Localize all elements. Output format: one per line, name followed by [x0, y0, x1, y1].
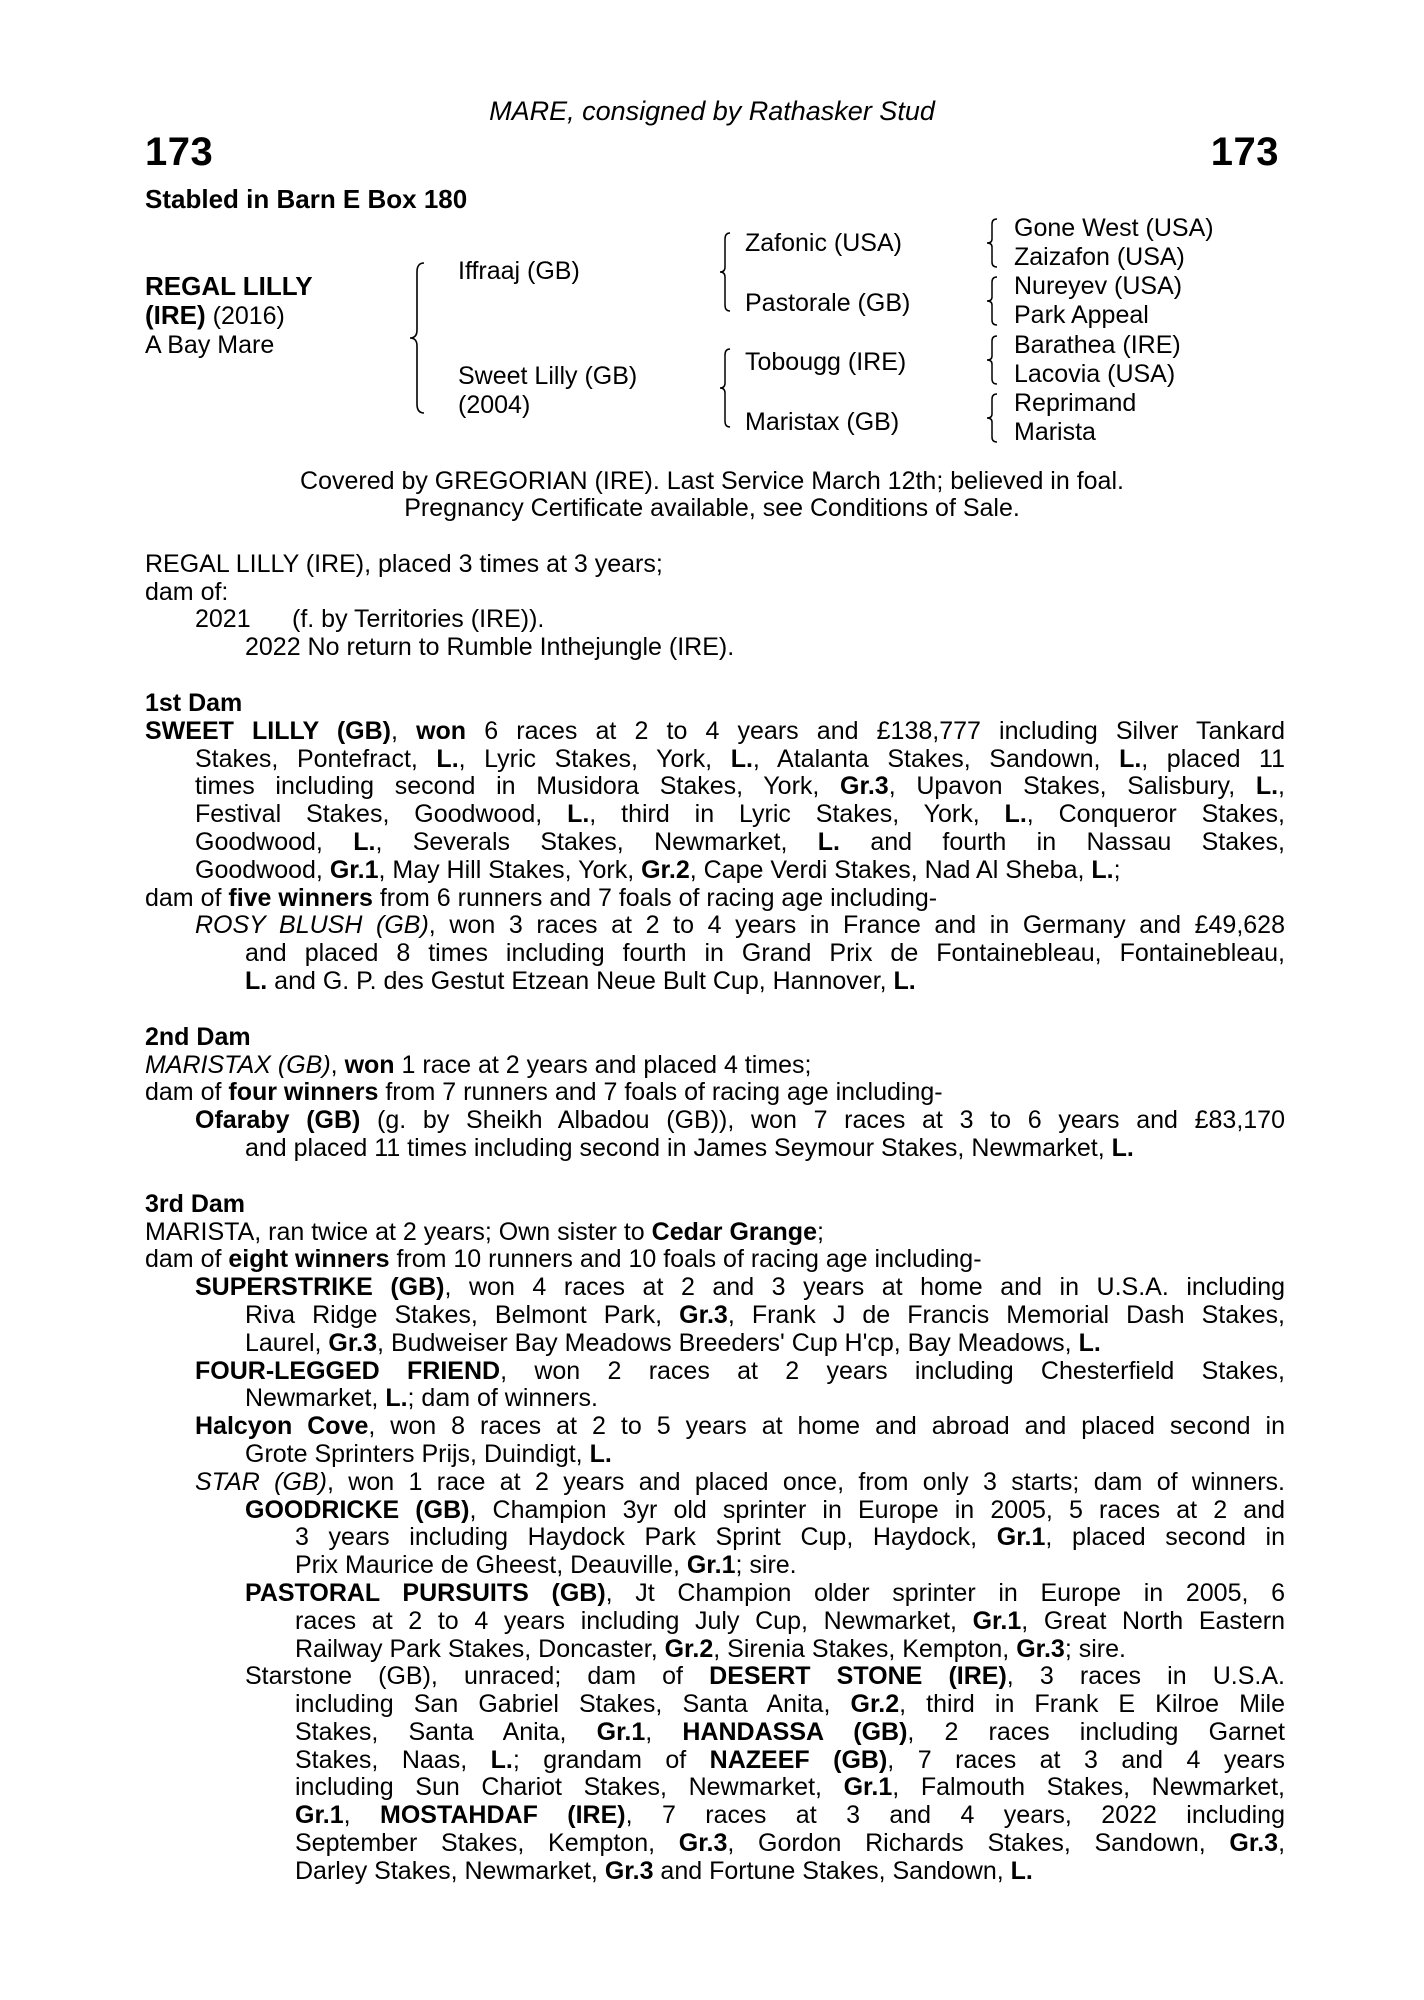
- g3-ancestor: Park Appeal: [1014, 301, 1149, 329]
- pedigree-text-line: [145, 1469, 1285, 1497]
- covering-statement: Covered by GREGORIAN (IRE). Last Service March 12th; believed in foal.: [300, 467, 1124, 495]
- produce-2022: 2022 No return to Rumble Inthejungle (IRE).: [245, 633, 735, 661]
- bold-run: Gr.2: [850, 1690, 900, 1719]
- sire-sire-name: Zafonic (USA): [745, 229, 902, 257]
- text-run: , Sirenia Stakes, Kempton,: [713, 1634, 1017, 1663]
- text-run: times including second in Musidora Stakes, York,: [195, 772, 841, 801]
- pedigree-text-line: [145, 1691, 1285, 1719]
- lot-number-right: 173: [1210, 130, 1279, 174]
- bold-run: SWEET LILLY (GB): [145, 716, 391, 745]
- text-run: , Atalanta Stakes, Sandown,: [752, 744, 1120, 773]
- pedigree-text-line: [145, 1830, 1285, 1858]
- bold-run: Gr.1: [972, 1606, 1022, 1635]
- text-run: , Upavon Stakes, Salisbury,: [888, 772, 1256, 801]
- text-run: MARISTA, ran twice at 2 years; Own sister to: [145, 1217, 652, 1246]
- text-run: Goodwood,: [195, 855, 330, 884]
- bold-run: Gr.3: [840, 772, 889, 801]
- text-run: ,: [645, 1717, 683, 1746]
- text-run: dam of: [145, 1245, 229, 1274]
- bold-run: Gr.2: [664, 1634, 714, 1663]
- text-run: , Gordon Richards Stakes, Sandown,: [727, 1829, 1230, 1858]
- bold-run: L.: [490, 1745, 513, 1774]
- produce-record-summary: REGAL LILLY (IRE), placed 3 times at 3 years;: [145, 550, 663, 578]
- text-run: 3 years including Haydock Park Sprint Cup, Haydock,: [295, 1523, 997, 1552]
- pedigree-text-line: [145, 1246, 1285, 1274]
- bold-run: L.: [1119, 744, 1142, 773]
- pedigree-brace-g3-4: [985, 393, 999, 443]
- text-run: and placed 8 times including fourth in Grand Prix de Fontainebleau, Fontainebleau,: [245, 939, 1285, 968]
- pedigree-text-line: [145, 1524, 1285, 1552]
- pedigree-text-line: [145, 1636, 1285, 1664]
- text-run: Festival Stakes, Goodwood,: [195, 800, 568, 829]
- pedigree-text-line: [145, 940, 1285, 968]
- bold-run: L.: [1010, 1856, 1033, 1885]
- dam-dam-name: Maristax (GB): [745, 408, 900, 436]
- bold-run: Gr.1: [843, 1773, 893, 1802]
- g3-ancestor: Nureyev (USA): [1014, 272, 1183, 300]
- pedigree-text-line: [145, 1552, 1285, 1580]
- lot-number-left: 173: [145, 130, 214, 174]
- dam-section: [145, 1024, 1285, 1163]
- dam-section: [145, 1191, 1285, 1886]
- text-run: , Conqueror Stakes,: [1026, 800, 1286, 829]
- dam-year: (2004): [458, 391, 531, 419]
- text-run: , Great North Eastern: [1021, 1606, 1285, 1635]
- text-run: dam of: [145, 1078, 229, 1107]
- text-run: , Severals Stakes, Newmarket,: [375, 827, 818, 856]
- text-run: Prix Maurice de Gheest, Deauville,: [295, 1551, 687, 1580]
- bold-run: L.: [245, 966, 268, 995]
- pedigree-text-line: [145, 1052, 1285, 1080]
- text-run: , third in Frank E Kilroe Mile: [899, 1690, 1286, 1719]
- stabling-info: Stabled in Barn E Box 180: [145, 184, 468, 214]
- bold-run: L.: [1111, 1133, 1134, 1162]
- pedigree-brace-large: [408, 262, 428, 414]
- pedigree-text-line: [145, 912, 1285, 940]
- bold-run: Gr.1: [996, 1523, 1046, 1552]
- section-heading: 1st Dam: [145, 689, 243, 717]
- dam-section: [145, 690, 1285, 996]
- bold-run: L.: [385, 1384, 408, 1413]
- bold-run: MOSTAHDAF (IRE): [380, 1801, 626, 1830]
- consignment-line: MARE, consigned by Rathasker Stud: [489, 96, 935, 126]
- text-run: and fourth in Nassau Stakes,: [840, 827, 1285, 856]
- bold-run: SUPERSTRIKE (GB): [195, 1273, 445, 1302]
- pedigree-text-line: [145, 1330, 1285, 1358]
- text-run: (g. by Sheikh Albadou (GB)), won 7 races at 3 to 6 years and £83,170: [360, 1106, 1285, 1135]
- pedigree-text-line: [145, 1107, 1285, 1135]
- bold-run: Cedar Grange: [651, 1217, 817, 1246]
- italic-run: MARISTAX (GB): [145, 1050, 331, 1079]
- pedigree-brace-sire: [718, 232, 732, 312]
- bold-run: Gr.3: [604, 1856, 654, 1885]
- pedigree-text-line: [145, 1358, 1285, 1386]
- produce-dam-of-label: dam of:: [145, 578, 229, 606]
- pedigree-brace-dam: [718, 348, 732, 428]
- horse-year: (2016): [205, 302, 285, 330]
- bold-run: FOUR-LEGGED FRIEND: [195, 1356, 501, 1385]
- bold-run: L.: [1004, 800, 1027, 829]
- sire-dam-name: Pastorale (GB): [745, 289, 911, 317]
- bold-run: won: [416, 716, 467, 745]
- pedigree-text-line: [145, 1302, 1285, 1330]
- horse-country: (IRE): [145, 300, 206, 330]
- pedigree-text-line: [145, 1079, 1285, 1107]
- pedigree-text-line: [145, 1580, 1285, 1608]
- text-run: ,: [343, 1801, 381, 1830]
- section-heading: 2nd Dam: [145, 1022, 251, 1051]
- text-run: ;: [816, 1217, 824, 1246]
- dam-sire-name: Tobougg (IRE): [745, 348, 907, 376]
- pedigree-text-line: [145, 885, 1285, 913]
- text-run: ,: [1278, 772, 1285, 801]
- pedigree-text-line: [145, 801, 1285, 829]
- bold-run: DESERT STONE (IRE): [709, 1662, 1007, 1691]
- text-run: September Stakes, Kempton,: [295, 1829, 679, 1858]
- horse-name: REGAL LILLY: [145, 271, 313, 301]
- produce-2021-detail: (f. by Territories (IRE)).: [292, 605, 545, 633]
- pedigree-text-line: [145, 1858, 1285, 1886]
- text-run: Starstone (GB), unraced; dam of: [245, 1662, 710, 1691]
- text-run: , won 1 race at 2 years and placed once, from only 3 starts; dam of winners.: [326, 1467, 1285, 1496]
- bold-run: Gr.3: [328, 1328, 378, 1357]
- text-run: ,: [391, 716, 417, 745]
- text-run: , Cape Verdi Stakes, Nad Al Sheba,: [689, 855, 1092, 884]
- pedigree-text-line: [145, 968, 1285, 996]
- text-run: Laurel,: [245, 1328, 329, 1357]
- text-run: , May Hill Stakes, York,: [378, 855, 642, 884]
- text-run: races at 2 to 4 years including July Cup, Newmarket,: [295, 1606, 973, 1635]
- bold-run: Halcyon Cove: [195, 1412, 369, 1441]
- dam-name: Sweet Lilly (GB): [458, 362, 638, 390]
- pedigree-text-line: [145, 1663, 1285, 1691]
- text-run: , Champion 3yr old sprinter in Europe in 2005, 5 races at 2 and: [469, 1495, 1285, 1524]
- bold-run: L.: [1091, 855, 1114, 884]
- text-run: , won 4 races at 2 and 3 years at home and in U.S.A. including: [444, 1273, 1285, 1302]
- pedigree-text-line: [145, 1274, 1285, 1302]
- pedigree-text-line: [145, 829, 1285, 857]
- family-sections: [145, 690, 1285, 1886]
- pedigree-text-line: [145, 1441, 1285, 1469]
- bold-run: four winners: [228, 1078, 379, 1107]
- text-run: , placed 11: [1141, 744, 1286, 773]
- text-run: , Falmouth Stakes, Newmarket,: [892, 1773, 1285, 1802]
- g3-ancestor: Barathea (IRE): [1014, 331, 1181, 359]
- text-run: , 2 races including Garnet: [907, 1717, 1285, 1746]
- bold-run: L.: [567, 800, 590, 829]
- bold-run: L.: [353, 827, 376, 856]
- text-run: ; dam of winners.: [407, 1384, 598, 1413]
- produce-2021-year: 2021: [195, 605, 251, 633]
- pedigree-text-line: [145, 1135, 1285, 1163]
- text-run: , won 2 races at 2 years including Chesterfield Stakes,: [500, 1356, 1285, 1385]
- text-run: , Budweiser Bay Meadows Breeders' Cup H'cp, Bay Meadows,: [377, 1328, 1079, 1357]
- text-run: , 3 races in U.S.A.: [1006, 1662, 1285, 1691]
- g3-ancestor: Zaizafon (USA): [1014, 243, 1185, 271]
- text-run: , Jt Champion older sprinter in Europe in 2005, 6: [605, 1578, 1286, 1607]
- text-run: ; grandam of: [512, 1745, 710, 1774]
- pedigree-text-line: [145, 857, 1285, 885]
- italic-run: STAR (GB): [195, 1467, 327, 1496]
- bold-run: PASTORAL PURSUITS (GB): [245, 1578, 606, 1607]
- text-run: dam of: [145, 883, 229, 912]
- bold-run: L.: [436, 744, 459, 773]
- text-run: ,: [1278, 1829, 1286, 1858]
- text-run: from 6 runners and 7 foals of racing age including-: [372, 883, 938, 912]
- pedigree-text-line: [145, 718, 1285, 746]
- pedigree-brace-g3-3: [985, 335, 999, 385]
- text-run: including San Gabriel Stakes, Santa Anita,: [295, 1690, 851, 1719]
- pedigree-text-line: [145, 1219, 1285, 1247]
- bold-run: Gr.3: [1016, 1634, 1065, 1663]
- bold-run: L.: [1078, 1328, 1101, 1357]
- text-run: and Fortune Stakes, Sandown,: [653, 1856, 1011, 1885]
- text-run: Stakes, Pontefract,: [195, 744, 437, 773]
- text-run: Newmarket,: [245, 1384, 386, 1413]
- text-run: ; sire.: [1064, 1634, 1126, 1663]
- pedigree-text-line: [145, 1802, 1285, 1830]
- pedigree-text-line: [145, 1608, 1285, 1636]
- text-run: and G. P. des Gestut Etzean Neue Bult Cup, Hannover,: [267, 966, 894, 995]
- section-spacer: [145, 996, 1285, 1024]
- horse-identity: [145, 272, 313, 360]
- bold-run: Gr.1: [295, 1801, 344, 1830]
- bold-run: Gr.1: [329, 855, 379, 884]
- bold-run: Gr.1: [686, 1551, 736, 1580]
- bold-run: L.: [589, 1439, 612, 1468]
- bold-run: HANDASSA (GB): [682, 1717, 908, 1746]
- bold-run: Gr.3: [1229, 1829, 1279, 1858]
- bold-run: five winners: [228, 883, 373, 912]
- bold-run: L.: [730, 744, 753, 773]
- text-run: , Frank J de Francis Memorial Dash Stakes,: [727, 1300, 1285, 1329]
- bold-run: NAZEEF (GB): [709, 1745, 888, 1774]
- section-heading: 3rd Dam: [145, 1189, 246, 1218]
- italic-run: ROSY BLUSH (GB): [195, 911, 429, 940]
- bold-run: eight winners: [228, 1245, 390, 1274]
- text-run: 1 race at 2 years and placed 4 times;: [394, 1050, 812, 1079]
- bold-run: Gr.3: [678, 1829, 728, 1858]
- text-run: 6 races at 2 to 4 years and £138,777 including Silver Tankard: [466, 716, 1285, 745]
- text-run: , won 8 races at 2 to 5 years at home and abroad and placed second in: [368, 1412, 1285, 1441]
- g3-ancestor: Lacovia (USA): [1014, 360, 1176, 388]
- bold-run: L.: [1255, 772, 1279, 801]
- g3-ancestor: Reprimand: [1014, 389, 1137, 417]
- pedigree-text-line: [145, 1385, 1285, 1413]
- text-run: ;: [1113, 855, 1121, 884]
- bold-run: L.: [893, 966, 916, 995]
- text-run: Railway Park Stakes, Doncaster,: [295, 1634, 665, 1663]
- pedigree-text-line: [145, 1774, 1285, 1802]
- bold-run: Gr.2: [641, 855, 690, 884]
- pedigree-text-line: [145, 1497, 1285, 1525]
- g3-ancestor: Gone West (USA): [1014, 214, 1214, 242]
- bold-run: Gr.1: [596, 1717, 646, 1746]
- pedigree-text-line: [145, 746, 1285, 774]
- bold-run: L.: [817, 827, 840, 856]
- text-run: , third in Lyric Stakes, York,: [589, 800, 1005, 829]
- text-run: Grote Sprinters Prijs, Duindigt,: [245, 1439, 590, 1468]
- sire-name: Iffraaj (GB): [458, 257, 580, 285]
- section-spacer: [145, 1163, 1285, 1191]
- text-run: from 7 runners and 7 foals of racing age including-: [378, 1078, 943, 1107]
- text-run: , won 3 races at 2 to 4 years in France and in Germany and £49,628: [428, 911, 1285, 940]
- text-run: Darley Stakes, Newmarket,: [295, 1856, 605, 1885]
- g3-ancestor: Marista: [1014, 418, 1096, 446]
- bold-run: GOODRICKE (GB): [245, 1495, 470, 1524]
- text-run: Stakes, Santa Anita,: [295, 1717, 597, 1746]
- text-run: ,: [330, 1050, 345, 1079]
- text-run: Riva Ridge Stakes, Belmont Park,: [245, 1300, 680, 1329]
- pedigree-text-line: [145, 1747, 1285, 1775]
- bold-run: won: [344, 1050, 395, 1079]
- bold-run: Ofaraby (GB): [195, 1106, 361, 1135]
- text-run: ; sire.: [735, 1551, 797, 1580]
- text-run: , placed second in: [1045, 1523, 1286, 1552]
- text-run: , 7 races at 3 and 4 years: [887, 1745, 1285, 1774]
- pedigree-brace-g3-2: [985, 276, 999, 326]
- text-run: from 10 runners and 10 foals of racing age including-: [389, 1245, 982, 1274]
- bold-run: Gr.3: [679, 1300, 728, 1329]
- text-run: , 7 races at 3 and 4 years, 2022 including: [625, 1801, 1285, 1830]
- text-run: , Lyric Stakes, York,: [458, 744, 731, 773]
- pedigree-text-line: [145, 773, 1285, 801]
- pedigree-text-line: [145, 1719, 1285, 1747]
- pedigree-brace-g3-1: [985, 218, 999, 268]
- text-run: including Sun Chariot Stakes, Newmarket,: [295, 1773, 844, 1802]
- text-run: Stakes, Naas,: [295, 1745, 491, 1774]
- pedigree-text-line: [145, 1413, 1285, 1441]
- text-run: Goodwood,: [195, 827, 354, 856]
- horse-description: A Bay Mare: [145, 331, 275, 359]
- text-run: and placed 11 times including second in James Seymour Stakes, Newmarket,: [245, 1133, 1112, 1162]
- pregnancy-certificate-note: Pregnancy Certificate available, see Conditions of Sale.: [404, 494, 1020, 522]
